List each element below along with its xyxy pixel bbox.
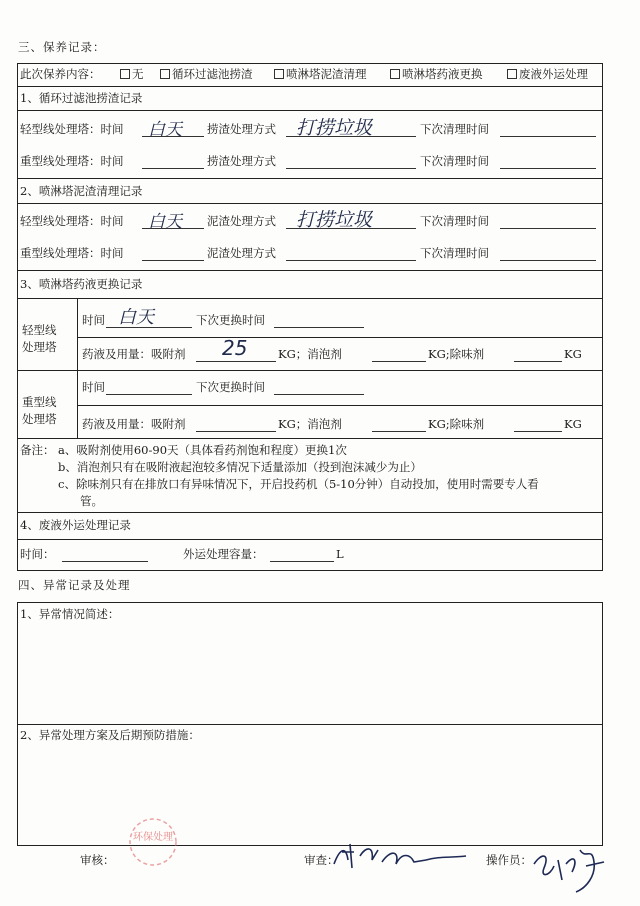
liquid-light-time-label: 时间 bbox=[82, 313, 105, 327]
liquid-heavy-defoam-label: KG；消泡剂 bbox=[278, 417, 342, 431]
waste-time-label: 时间： bbox=[20, 547, 55, 561]
checkbox-icon bbox=[274, 69, 284, 79]
check-signature bbox=[330, 838, 470, 877]
option-sludge[interactable]: 喷淋塔泥渣清理 bbox=[274, 67, 367, 81]
note-c-cont: 管。 bbox=[80, 494, 103, 508]
note-b: b、消泡剂只有在吸附液起泡较多情况下适量添加（投到泡沫减少为止） bbox=[58, 460, 422, 474]
abnormal-desc-label: 1、异常情况简述： bbox=[20, 607, 120, 621]
filter-light-time: 白天 bbox=[148, 120, 182, 140]
waste-unit: L bbox=[336, 547, 344, 561]
liquid-light-deodor-label: KG;除味剂 bbox=[428, 347, 485, 361]
option-filter[interactable]: 循环过滤池捞渣 bbox=[160, 67, 253, 81]
check-label: 审查： bbox=[304, 853, 339, 867]
filter-light-method-label: 捞渣处理方式 bbox=[207, 122, 276, 136]
note-c: c、除味剂只有在排放口有异味情况下，开启投药机（5-10分钟）自动投加，使用时需要专人看 bbox=[58, 477, 539, 491]
liquid-heavy-time-label: 时间 bbox=[82, 380, 105, 394]
liquid-heavy-label: 重型线 处理塔 bbox=[22, 395, 57, 426]
notes-label: 备注： bbox=[20, 443, 55, 457]
abnormal-plan-label: 2、异常处理方案及后期预防措施： bbox=[20, 728, 200, 742]
waste-capacity-label: 外运处理容量： bbox=[183, 547, 264, 561]
stamp-seal bbox=[127, 816, 179, 868]
section-title-maintenance: 三、保养记录： bbox=[18, 40, 106, 54]
sludge-heavy-next-label: 下次清理时间 bbox=[420, 246, 489, 260]
waste-title: 4、废液外运处理记录 bbox=[20, 518, 131, 532]
filter-light-method: 打捞垃圾 bbox=[296, 117, 373, 139]
review-label: 审核： bbox=[80, 853, 115, 867]
operator-signature bbox=[528, 836, 612, 899]
sludge-light-method: 打捞垃圾 bbox=[296, 209, 373, 231]
liquid-heavy-next-label: 下次更换时间 bbox=[196, 380, 265, 394]
content-label: 此次保养内容： bbox=[20, 67, 101, 81]
liquid-light-kg: KG bbox=[564, 347, 582, 361]
liquid-title: 3、喷淋塔药液更换记录 bbox=[20, 277, 143, 291]
section-title-abnormal: 四、异常记录及处理 bbox=[18, 578, 131, 592]
option-waste[interactable]: 废液外运处理 bbox=[507, 67, 588, 81]
filter-heavy-method-label: 捞渣处理方式 bbox=[207, 154, 276, 168]
liquid-heavy-deodor-label: KG;除味剂 bbox=[428, 417, 485, 431]
checkbox-icon bbox=[120, 69, 130, 79]
option-none[interactable]: 无 bbox=[120, 67, 144, 81]
liquid-light-time: 白天 bbox=[118, 307, 154, 328]
note-a: a、吸附剂使用60-90天（具体看药剂饱和程度）更换1次 bbox=[58, 443, 347, 457]
filter-heavy-label: 重型线处理塔：时间 bbox=[20, 154, 124, 168]
liquid-light-label: 轻型线 处理塔 bbox=[22, 323, 57, 354]
option-liquid[interactable]: 喷淋塔药液更换 bbox=[390, 67, 483, 81]
filter-heavy-next-label: 下次清理时间 bbox=[420, 154, 489, 168]
sludge-light-next-label: 下次清理时间 bbox=[420, 214, 489, 228]
liquid-light-defoam-label: KG；消泡剂 bbox=[278, 347, 342, 361]
liquid-light-dosage-label: 药液及用量：吸附剂 bbox=[82, 347, 186, 361]
filter-light-label: 轻型线处理塔：时间 bbox=[20, 122, 124, 136]
sludge-light-method-label: 泥渣处理方式 bbox=[207, 214, 276, 228]
sludge-heavy-label: 重型线处理塔：时间 bbox=[20, 246, 124, 260]
liquid-light-next-label: 下次更换时间 bbox=[196, 313, 265, 327]
liquid-heavy-kg: KG bbox=[564, 417, 582, 431]
sludge-heavy-method-label: 泥渣处理方式 bbox=[207, 246, 276, 260]
liquid-heavy-dosage-label: 药液及用量：吸附剂 bbox=[82, 417, 186, 431]
operator-label: 操作员： bbox=[486, 853, 532, 867]
svg-text:环保处理: 环保处理 bbox=[133, 832, 173, 843]
liquid-light-amount: 25 bbox=[222, 336, 248, 360]
sludge-light-time: 白天 bbox=[148, 212, 182, 232]
checkbox-icon bbox=[507, 69, 517, 79]
checkbox-icon bbox=[160, 69, 170, 79]
filter-title: 1、循环过滤池捞渣记录 bbox=[20, 91, 143, 105]
checkbox-icon bbox=[390, 69, 400, 79]
sludge-light-label: 轻型线处理塔：时间 bbox=[20, 214, 124, 228]
filter-light-next-label: 下次清理时间 bbox=[420, 122, 489, 136]
sludge-title: 2、喷淋塔泥渣清理记录 bbox=[20, 184, 143, 198]
